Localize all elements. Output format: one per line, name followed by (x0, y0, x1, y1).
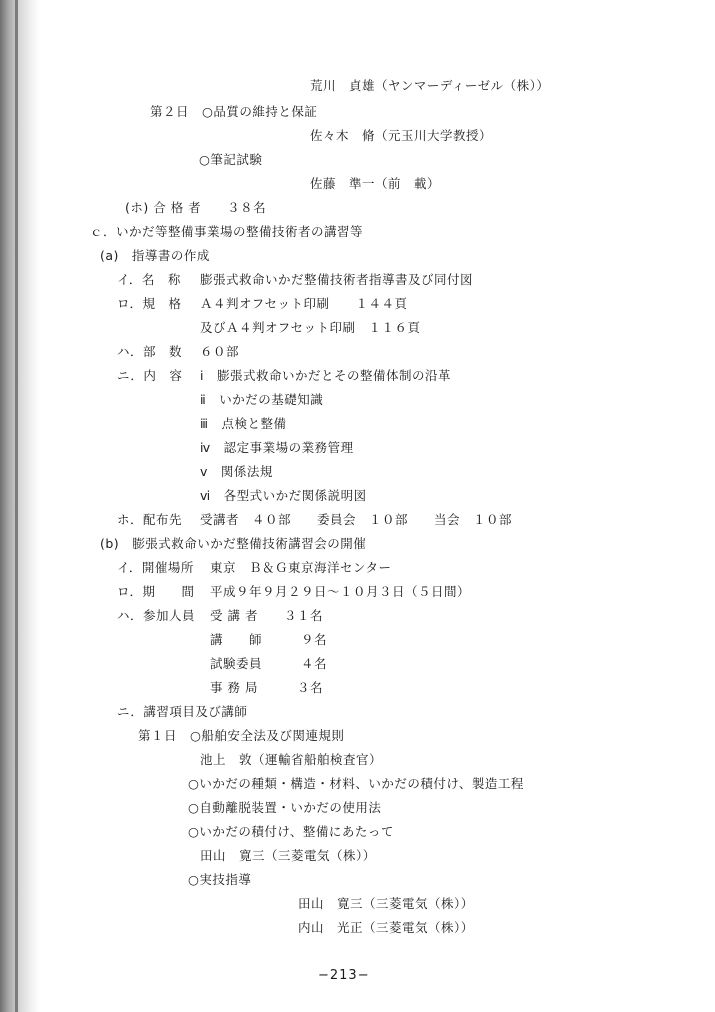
item-line: ○いかだの種類・構造・材料、いかだの積付け、製造工程 (188, 776, 524, 791)
item-line: ○筆記試験 (199, 152, 263, 167)
section-heading: ｃ．いかだ等整備事業場の整備技術者の講習等 (90, 224, 364, 239)
item-line: ○実技指導 (188, 872, 252, 887)
page-number: −213− (318, 968, 370, 983)
lecturer-line: 田山 寛三（三菱電気（株）） (200, 848, 376, 863)
passed-count: (ホ) 合 格 者 ３８名 (125, 200, 267, 215)
item-line: ○自動離脱装置・いかだの使用法 (188, 800, 382, 815)
lecturer-line: 佐々木 脩（元玉川大学教授） (310, 128, 493, 143)
lecturer-line: 佐藤 準一（前 載） (310, 176, 441, 191)
field-label: ハ．部 数 (117, 344, 183, 359)
content-item: ⅴ 関係法規 (200, 464, 273, 479)
field-label: ホ．配布先 (117, 512, 183, 527)
field-label: イ．開催場所 (117, 560, 194, 575)
content-item: ⅲ 点検と整備 (200, 416, 287, 431)
content-item: ⅵ 各型式いかだ関係説明図 (200, 488, 367, 503)
item-line: ○いかだの積付け、整備にあたって (188, 824, 394, 839)
field-value: 膨張式救命いかだ整備技術者指導書及び同付図 (200, 272, 474, 287)
lecturer-line: 内山 光正（三菱電気（株）） (298, 920, 474, 935)
field-value: 受講者 ４０部 委員会 １０部 当会 １０部 (200, 512, 513, 527)
content-item: ⅰ 膨張式救命いかだとその整備体制の沿革 (200, 368, 451, 383)
binding-shadow (0, 0, 40, 1012)
participant-row: 事 務 局 ３名 (210, 680, 323, 695)
day-heading: 第１日 ○船舶安全法及び関連規則 (138, 728, 345, 743)
content-item: ⅱ いかだの基礎知識 (200, 392, 324, 407)
field-value: 及びＡ４判オフセット印刷 １１６頁 (200, 320, 421, 335)
field-label: ロ．期 間 (117, 584, 195, 599)
participant-row: 試験委員 ４名 (210, 656, 328, 671)
field-label: ロ．規 格 (117, 296, 182, 311)
binding-edge (15, 0, 18, 1012)
field-label: イ．名 称 (117, 272, 181, 287)
content-item: ⅳ 認定事業場の業務管理 (200, 440, 354, 455)
subsection-heading: (a) 指導書の作成 (100, 248, 210, 263)
field-label: ニ．内 容 (117, 368, 183, 383)
field-label: ハ．参加人員 (117, 608, 196, 623)
field-value: ６０部 (200, 344, 240, 359)
day-heading: 第２日 ○品質の維持と保証 (150, 104, 318, 119)
field-label: ニ．講習項目及び講師 (117, 704, 248, 719)
lecturer-line: 池上 敦（運輸省船舶検査官） (200, 752, 383, 767)
participant-row: 受 講 者 ３１名 (210, 608, 323, 623)
participant-row: 講 師 ９名 (210, 632, 328, 647)
lecturer-line: 田山 寛三（三菱電気（株）） (298, 896, 474, 911)
field-value: Ａ４判オフセット印刷 １４４頁 (200, 296, 408, 311)
subsection-heading: (b) 膨張式救命いかだ整備技術講習会の開催 (100, 536, 367, 551)
field-value: 東京 Ｂ＆Ｇ東京海洋センター (210, 560, 392, 575)
field-value: 平成９年９月２９日～１０月３日（５日間） (210, 584, 471, 599)
lecturer-line: 荒川 貞雄（ヤンマーディーゼル（株）） (310, 78, 550, 93)
